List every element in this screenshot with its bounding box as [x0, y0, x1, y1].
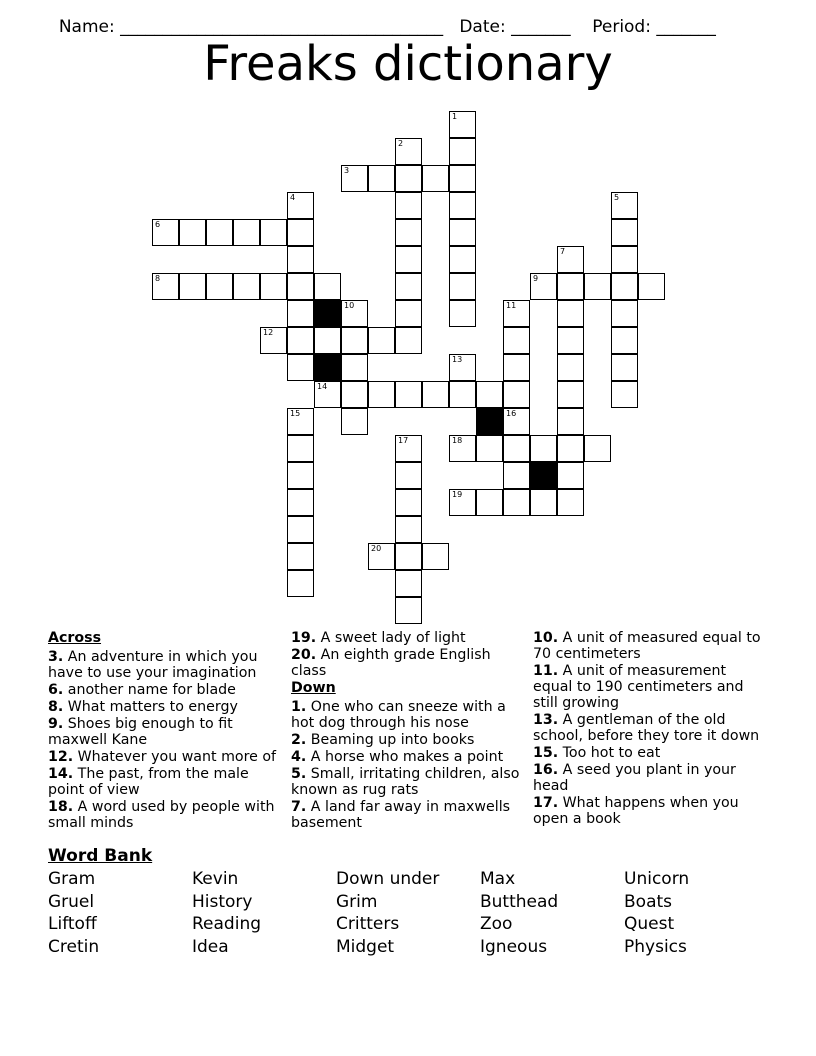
clue-across-19: 19. A sweet lady of light: [291, 630, 466, 646]
grid-cell[interactable]: [395, 462, 422, 489]
grid-cell[interactable]: [449, 165, 476, 192]
grid-cell[interactable]: [503, 300, 530, 327]
grid-cell[interactable]: [557, 300, 584, 327]
grid-cell[interactable]: [260, 327, 287, 354]
grid-cell[interactable]: [395, 246, 422, 273]
grid-cell[interactable]: [395, 570, 422, 597]
black-square: [314, 300, 341, 327]
clue-number: 13: [452, 355, 463, 364]
word-bank-item: Cretin: [48, 937, 100, 957]
grid-cell[interactable]: [395, 597, 422, 624]
clue-across-20: 20. An eighth grade English class: [291, 647, 491, 679]
grid-cell[interactable]: [287, 516, 314, 543]
grid-cell[interactable]: [530, 435, 557, 462]
clue-across-8: 8. What matters to energy: [48, 699, 238, 715]
clue-across-14: 14. The past, from the male point of view: [48, 766, 249, 798]
grid-cell[interactable]: [557, 408, 584, 435]
clue-number: 17: [398, 436, 409, 445]
grid-cell[interactable]: [395, 165, 422, 192]
clue-down-5: 5. Small, irritating children, also known as rug rats: [291, 766, 520, 798]
grid-cell[interactable]: [395, 489, 422, 516]
grid-cell[interactable]: [287, 489, 314, 516]
grid-cell[interactable]: [206, 219, 233, 246]
grid-cell[interactable]: [449, 300, 476, 327]
grid-cell[interactable]: [503, 435, 530, 462]
grid-cell[interactable]: [611, 381, 638, 408]
word-bank-item: Down under: [336, 869, 440, 889]
black-square: [476, 408, 503, 435]
grid-cell[interactable]: [152, 219, 179, 246]
word-bank-item: Critters: [336, 914, 400, 934]
grid-cell[interactable]: [287, 273, 314, 300]
grid-cell[interactable]: [449, 219, 476, 246]
grid-cell[interactable]: [611, 327, 638, 354]
clue-number: 14: [317, 382, 328, 391]
clue-number: 12: [263, 328, 274, 337]
grid-cell[interactable]: [584, 435, 611, 462]
clue-number: 9: [533, 274, 539, 283]
date-field[interactable]: Date: _______: [459, 17, 571, 37]
grid-cell[interactable]: [341, 408, 368, 435]
period-field[interactable]: Period: _______: [592, 17, 716, 37]
black-square: [314, 354, 341, 381]
word-bank-item: Kevin: [192, 869, 239, 889]
clue-across-9: 9. Shoes big enough to fit maxwell Kane: [48, 716, 233, 748]
word-bank-item: Gram: [48, 869, 96, 889]
clue-number: 10: [344, 301, 355, 310]
grid-cell[interactable]: [395, 327, 422, 354]
word-bank-item: Physics: [624, 937, 687, 957]
grid-cell[interactable]: [557, 489, 584, 516]
clue-down-7: 7. A land far away in maxwells basement: [291, 799, 511, 831]
grid-cell[interactable]: [611, 273, 638, 300]
grid-cell[interactable]: [449, 381, 476, 408]
clue-number: 6: [155, 220, 161, 229]
grid-cell[interactable]: [287, 246, 314, 273]
grid-cell[interactable]: [206, 273, 233, 300]
grid-cell[interactable]: [395, 138, 422, 165]
grid-cell[interactable]: [476, 489, 503, 516]
clue-down-4: 4. A horse who makes a point: [291, 749, 504, 765]
across-heading: Across: [48, 630, 102, 646]
clue-across-12: 12. Whatever you want more of: [48, 749, 277, 765]
word-bank-item: Grim: [336, 892, 378, 912]
grid-cell[interactable]: [287, 192, 314, 219]
word-bank-item: Unicorn: [624, 869, 690, 889]
grid-cell[interactable]: [557, 327, 584, 354]
grid-cell[interactable]: [179, 273, 206, 300]
grid-cell[interactable]: [611, 246, 638, 273]
grid-cell[interactable]: [503, 408, 530, 435]
grid-cell[interactable]: [557, 246, 584, 273]
grid-cell[interactable]: [611, 354, 638, 381]
grid-cell[interactable]: [260, 273, 287, 300]
clue-down-13: 13. A gentleman of the old school, before they tore it down: [533, 712, 760, 744]
grid-cell[interactable]: [557, 435, 584, 462]
word-bank-item: Reading: [192, 914, 262, 934]
grid-cell[interactable]: [368, 543, 395, 570]
grid-cell[interactable]: [260, 219, 287, 246]
word-bank-item: Midget: [336, 937, 395, 957]
word-bank-item: Idea: [192, 937, 229, 957]
grid-cell[interactable]: [314, 273, 341, 300]
clue-down-1: 1. One who can sneeze with a hot dog through his nose: [291, 699, 506, 731]
grid-cell[interactable]: [341, 327, 368, 354]
clue-across-18: 18. A word used by people with small minds: [48, 799, 275, 831]
grid-cell[interactable]: [584, 273, 611, 300]
grid-cell[interactable]: [557, 354, 584, 381]
grid-cell[interactable]: [449, 246, 476, 273]
clues-column-3: [533, 630, 768, 828]
clue-across-3: 3. An adventure in which you have to use your imagination: [48, 649, 258, 681]
word-bank-item: Igneous: [480, 937, 548, 957]
grid-cell[interactable]: [395, 381, 422, 408]
grid-cell[interactable]: [395, 300, 422, 327]
clue-down-11: 11. A unit of measurement equal to 190 centimeters and still growing: [533, 663, 744, 711]
clue-down-2: 2. Beaming up into books: [291, 732, 475, 748]
grid-cell[interactable]: [152, 273, 179, 300]
grid-cell[interactable]: [449, 354, 476, 381]
grid-cell[interactable]: [287, 300, 314, 327]
clue-number: 15: [290, 409, 301, 418]
grid-cell[interactable]: [233, 273, 260, 300]
grid-cell[interactable]: [449, 192, 476, 219]
grid-cell[interactable]: [449, 111, 476, 138]
word-bank-item: Gruel: [48, 892, 95, 912]
grid-cell[interactable]: [449, 273, 476, 300]
grid-cell[interactable]: [395, 192, 422, 219]
grid-cell[interactable]: [287, 219, 314, 246]
clue-number: 3: [344, 166, 350, 175]
grid-cell[interactable]: [476, 435, 503, 462]
grid-cell[interactable]: [341, 354, 368, 381]
grid-cell[interactable]: [503, 381, 530, 408]
grid-cell[interactable]: [503, 489, 530, 516]
grid-cell[interactable]: [422, 543, 449, 570]
grid-cell[interactable]: [314, 327, 341, 354]
grid-cell[interactable]: [557, 381, 584, 408]
grid-cell[interactable]: [422, 165, 449, 192]
clue-number: 11: [506, 301, 517, 310]
grid-cell[interactable]: [422, 381, 449, 408]
word-bank-item: History: [192, 892, 253, 912]
down-heading: Down: [291, 680, 336, 696]
grid-cell[interactable]: [611, 219, 638, 246]
clue-number: 20: [371, 544, 382, 553]
grid-cell[interactable]: [449, 138, 476, 165]
grid-cell[interactable]: [341, 300, 368, 327]
clue-down-17: 17. What happens when you open a book: [533, 795, 739, 827]
clue-number: 1: [452, 112, 458, 121]
grid-cell[interactable]: [287, 570, 314, 597]
clue-number: 5: [614, 193, 620, 202]
clue-number: 16: [506, 409, 517, 418]
clues-column-1: [48, 630, 283, 832]
clue-across-6: 6. another name for blade: [48, 682, 236, 698]
grid-cell[interactable]: [557, 462, 584, 489]
name-field[interactable]: Name: ______________________________________: [58, 17, 444, 37]
grid-cell[interactable]: [449, 489, 476, 516]
grid-cell[interactable]: [287, 354, 314, 381]
grid-cell[interactable]: [287, 435, 314, 462]
grid-cell[interactable]: [395, 435, 422, 462]
word-bank-item: Zoo: [480, 914, 513, 934]
grid-cell[interactable]: [287, 462, 314, 489]
word-bank-item: Quest: [624, 914, 675, 934]
page-title: Freaks dictionary: [203, 36, 613, 92]
grid-cell[interactable]: [638, 273, 665, 300]
grid-cell[interactable]: [503, 354, 530, 381]
grid-cell[interactable]: [395, 219, 422, 246]
clue-number: 18: [452, 436, 463, 445]
clue-number: 8: [155, 274, 161, 283]
grid-cell[interactable]: [611, 192, 638, 219]
clue-down-16: 16. A seed you plant in your head: [533, 762, 736, 794]
grid-cell[interactable]: [530, 489, 557, 516]
grid-cell[interactable]: [395, 273, 422, 300]
grid-cell[interactable]: [368, 165, 395, 192]
grid-cell[interactable]: [368, 327, 395, 354]
grid-cell[interactable]: [314, 381, 341, 408]
word-bank-item: Butthead: [480, 892, 559, 912]
word-bank-item: Max: [480, 869, 516, 889]
black-square: [530, 462, 557, 489]
grid-cell[interactable]: [395, 543, 422, 570]
grid-cell[interactable]: [287, 408, 314, 435]
grid-cell[interactable]: [287, 543, 314, 570]
grid-cell[interactable]: [503, 462, 530, 489]
grid-cell[interactable]: [287, 327, 314, 354]
grid-cell[interactable]: [233, 219, 260, 246]
grid-cell[interactable]: [395, 516, 422, 543]
clue-number: 7: [560, 247, 566, 256]
clue-number: 4: [290, 193, 296, 202]
word-bank-item: Liftoff: [48, 914, 97, 934]
grid-cell[interactable]: [368, 381, 395, 408]
grid-cell[interactable]: [611, 300, 638, 327]
clue-down-10: 10. A unit of measured equal to 70 centimeters: [533, 630, 761, 662]
grid-cell[interactable]: [179, 219, 206, 246]
clues-column-2: [291, 630, 526, 832]
grid-cell[interactable]: [341, 165, 368, 192]
word-bank-item: Boats: [624, 892, 673, 912]
grid-cell[interactable]: [341, 381, 368, 408]
word-bank-title: Word Bank: [48, 846, 153, 866]
clue-down-15: 15. Too hot to eat: [533, 745, 661, 761]
clue-number: 19: [452, 490, 463, 499]
grid-cell[interactable]: [557, 273, 584, 300]
grid-cell[interactable]: [476, 381, 503, 408]
clue-number: 2: [398, 139, 404, 148]
grid-cell[interactable]: [449, 435, 476, 462]
grid-cell[interactable]: [503, 327, 530, 354]
grid-cell[interactable]: [530, 273, 557, 300]
